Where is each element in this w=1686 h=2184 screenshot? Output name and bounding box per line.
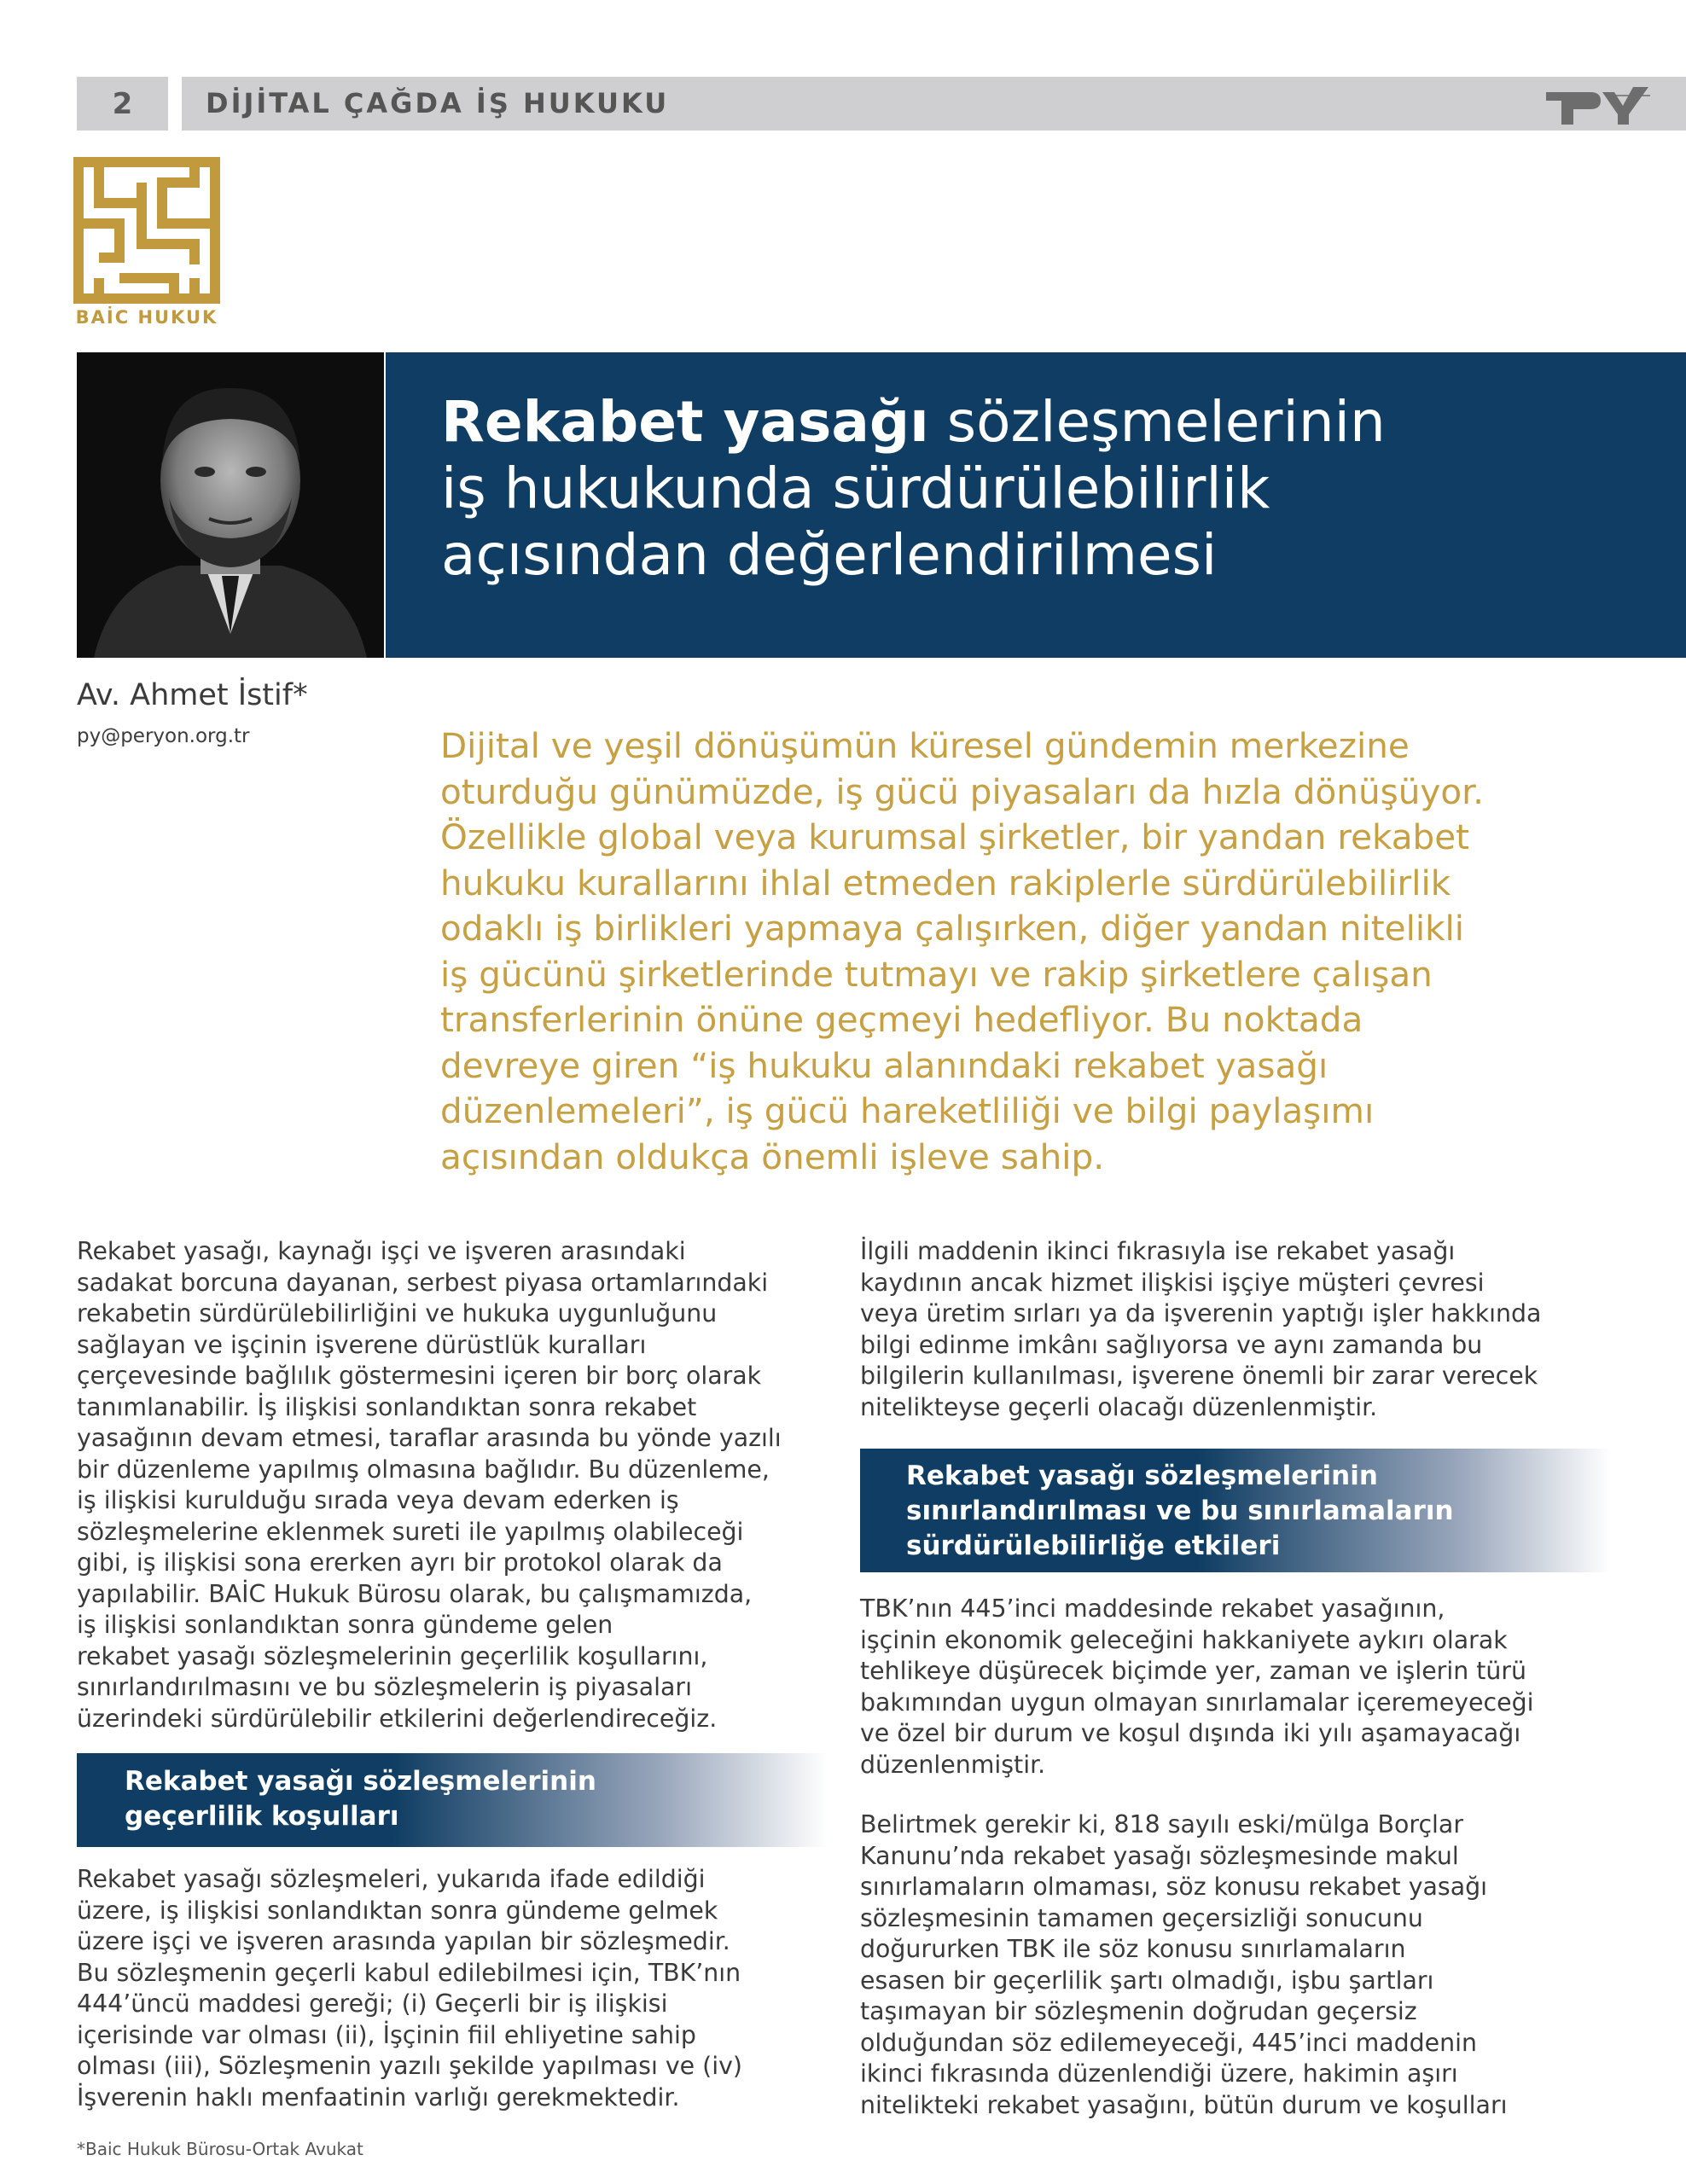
section-heading-line: geçerlilik koşulları [125,1801,399,1832]
lead-line: transferlerinin önüne geçmeyi hedefliyor. Bu noktada [440,999,1363,1040]
text-line: sınırlandırılmasını ve bu sözleşmelerin iş piyasaları [77,1673,692,1701]
text-line: içerisinde var olması (ii), İşçinin fiil ehliyetine sahip [77,2020,696,2049]
text-line: yasağının devam etmesi, taraflar arasında bu yönde yazılı [77,1424,782,1452]
text-line: düzenlenmiştir. [860,1750,1046,1779]
text-line: taşımayan bir sözleşmenin doğrudan geçersiz [860,1997,1417,2025]
section2-paragraph-2 [860,1809,1645,2121]
author-photo [77,352,384,658]
section-heading-line: Rekabet yasağı sözleşmelerinin [125,1766,596,1797]
text-line: üzerindeki sürdürülebilir etkilerini değerlendireceğiz. [77,1704,718,1733]
text-line: gibi, iş ilişkisi sona ererken ayrı bir protokol olarak da [77,1548,723,1577]
lead-line: Özellikle global veya kurumsal şirketler, bir yandan rekabet [440,816,1470,857]
section-title: DİJİTAL ÇAĞDA İŞ HUKUKU [206,87,670,119]
py-logo-icon [1541,80,1652,126]
text-line: rekabetin sürdürülebilirliğini ve hukuka uygunluğunu [77,1299,718,1327]
title-line-3: açısından değerlendirilmesi [441,522,1218,588]
lead-line: hukuku kurallarını ihlal etmeden rakiplerle sürdürülebilirlik [440,862,1451,903]
lead-line: açısından oldukça önemli işleve sahip. [440,1136,1105,1177]
text-line: İşverenin haklı menfaatinin varlığı gerekmektedir. [77,2082,680,2111]
text-line: iş ilişkisi kurulduğu sırada veya devam ederken iş [77,1486,679,1514]
text-line: nitelikteki rekabet yasağını, bütün durum ve koşulları [860,2090,1508,2119]
lead-line: iş gücünü şirketlerinde tutmayı ve rakip şirketlere çalışan [440,953,1433,995]
author-email: py@peryon.org.tr [77,725,250,747]
text-line: ikinci fıkrasında düzenlendiği üzere, hakimin aşırı [860,2059,1458,2088]
section-heading-line: Rekabet yasağı sözleşmelerinin [906,1461,1378,1491]
text-line: olduğundan söz edilemeyeceği, 445’inci maddenin [860,2028,1478,2057]
text-line: doğururken TBK ile söz konusu sınırlamaların [860,1935,1406,1963]
text-line: bir düzenleme yapılmış olmasına bağlıdır. Bu düzenleme, [77,1455,770,1484]
text-line: sağlayan ve işçinin işverene dürüstlük kuralları [77,1330,647,1359]
text-line: bilgi edinme imkânı sağlıyorsa ve aynı zamanda bu [860,1330,1483,1359]
text-line: bilgilerin kullanılması, işverene önemli bir zarar verecek [860,1362,1538,1390]
text-line: tehlikeye düşürecek biçimde yer, zaman ve işlerin türü [860,1657,1527,1685]
text-line: sözleşmelerine eklenmek sureti ile yapılmış olabileceği [77,1517,744,1546]
text-line: sözleşmesinin tamamen geçersizliği sonucunu [860,1903,1423,1932]
footnote: *Baic Hukuk Bürosu-Ortak Avukat [77,2139,363,2159]
text-line: 444’üncü maddesi gereği; (i) Geçerli bir iş ilişkisi [77,1989,668,2018]
section-heading-sinirlandirma [860,1449,1611,1572]
text-line: üzere işçi ve işveren arasında yapılan bir sözleşmedir. [77,1927,730,1955]
text-line: Bu sözleşmenin geçerli kabul edilebilmesi için, TBK’nın [77,1958,741,1987]
author-name: Av. Ahmet İstif* [77,678,308,712]
section-heading-gecerlilik [77,1753,828,1847]
lead-line: odaklı iş birlikleri yapmaya çalışırken, diğer yandan nitelikli [440,908,1465,949]
baic-hukuk-logo-icon [73,157,220,304]
text-line: Rekabet yasağı sözleşmeleri, yukarıda ifade edildiği [77,1865,706,1893]
article-title [386,352,1686,658]
title-rest: sözleşmelerinin [928,389,1386,455]
section-heading-line: sınırlandırılması ve bu sınırlamaların [906,1496,1454,1526]
text-line: iş ilişkisi sonlandıktan sonra gündeme gelen [77,1611,613,1639]
text-line: işçinin ekonomik geleceğini hakkaniyete aykırı olarak [860,1625,1508,1654]
section2-paragraph-1 [860,1594,1645,1780]
text-line: nitelikteyse geçerli olacağı düzenlenmiştir. [860,1392,1378,1421]
text-line: kaydının ancak hizmet ilişkisi işçiye müşteri çevresi [860,1268,1485,1297]
text-line: tanımlanabilir. İş ilişkisi sonlandıktan sonra rekabet [77,1392,697,1421]
text-line: çerçevesinde bağlılık göstermesini içeren bir borç olarak [77,1362,762,1390]
text-line: yapılabilir. BAİC Hukuk Bürosu olarak, bu çalışmamızda, [77,1579,753,1608]
text-line: rekabet yasağı sözleşmelerinin geçerlilik koşullarını, [77,1641,708,1670]
lead-line: Dijital ve yeşil dönüşümün küresel gündemin merkezine [440,725,1410,766]
text-line: sınırlamaların olmaması, söz konusu rekabet yasağı [860,1873,1488,1901]
text-line: ve özel bir durum ve koşul dışında iki yılı aşamayacağı [860,1719,1521,1747]
text-line: üzere, iş ilişkisi sonlandıktan sonra gündeme gelmek [77,1896,718,1925]
logo-caption: BAİC HUKUK [75,307,218,328]
left-intro-paragraph [77,1236,862,1734]
text-line: İlgili maddenin ikinci fıkrasıyla ise rekabet yasağı [860,1237,1456,1265]
text-line: Belirtmek gerekir ki, 818 sayılı eski/mülga Borçlar [860,1810,1464,1838]
author-portrait-image [77,352,384,658]
lead-line: oturduğu günümüzde, iş gücü piyasaları da hızla dönüşüyor. [440,770,1484,812]
section1-paragraph [77,1864,862,2113]
text-line: esasen bir geçerlilik şartı olmadığı, işbu şartları [860,1966,1434,1995]
header-bar [182,77,1686,131]
text-line: Kanunu’nda rekabet yasağı sözleşmesinde makul [860,1841,1459,1870]
text-line: TBK’nın 445’inci maddesinde rekabet yasağının, [860,1594,1445,1623]
title-bold: Rekabet yasağı [441,389,929,455]
lead-line: devreye giren “iş hukuku alanındaki rekabet yasağı [440,1044,1328,1086]
page-number: 2 [77,77,168,131]
text-line: Rekabet yasağı, kaynağı işçi ve işveren arasındaki [77,1237,686,1265]
text-line: sadakat borcuna dayanan, serbest piyasa ortamlarındaki [77,1268,769,1297]
text-line: bakımından uygun olmayan sınırlamalar içeremeyeceği [860,1687,1534,1716]
section-heading-line: sürdürülebilirliğe etkileri [906,1531,1281,1561]
lead-line: düzenlemeleri”, iş gücü hareketliliği ve bilgi paylaşımı [440,1090,1375,1131]
text-line: veya üretim sırları ya da işverenin yaptığı işler hakkında [860,1299,1542,1327]
text-line: olması (iii), Sözleşmenin yazılı şekilde yapılması ve (iv) [77,2052,743,2080]
title-line-2: iş hukukunda sürdürülebilirlik [441,456,1270,521]
right-intro-paragraph [860,1236,1645,1423]
lead-paragraph [440,723,1669,1180]
